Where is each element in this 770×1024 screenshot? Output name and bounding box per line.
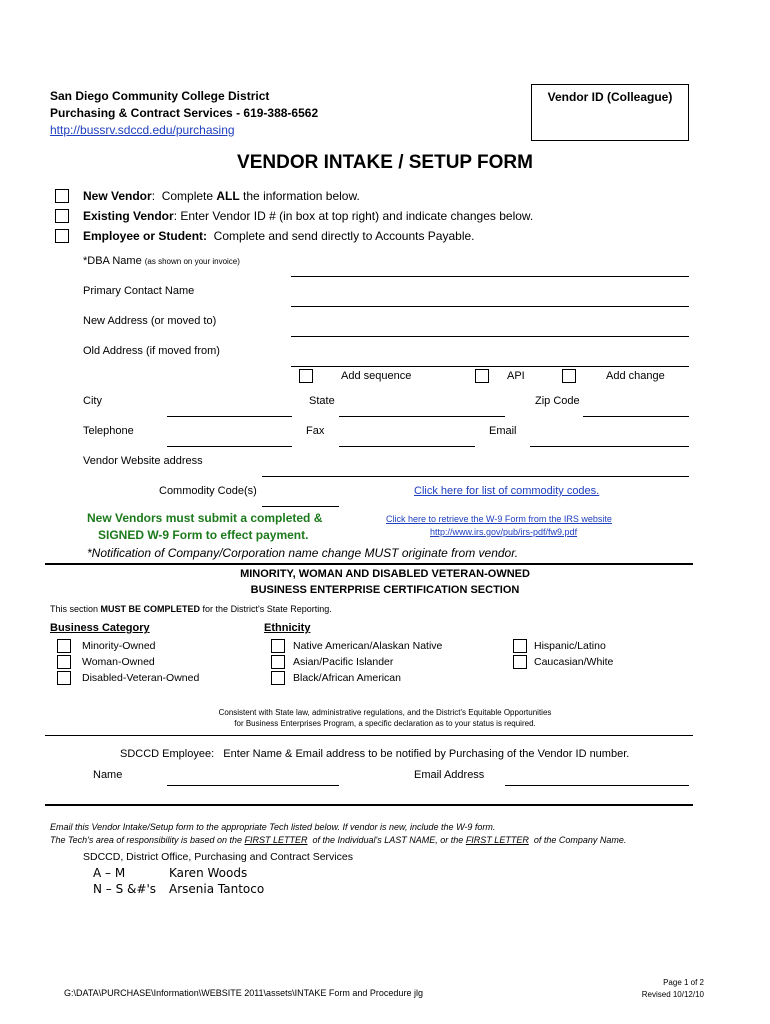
employee-name-field[interactable] (167, 785, 339, 786)
tech-name: Karen Woods (169, 866, 248, 880)
contact-field[interactable] (291, 306, 689, 307)
new-vendor-option: New Vendor: Complete ALL the information below. (83, 189, 360, 203)
api-label: API (507, 370, 525, 382)
native-american-label: Native American/Alaskan Native (293, 640, 443, 652)
employee-email-label: Email Address (414, 769, 485, 781)
section-divider (45, 735, 693, 736)
w9-form-link[interactable]: Click here to retrieve the W-9 Form from the IRS website (386, 514, 612, 524)
purchasing-link[interactable]: http://bussrv.sdccd.edu/purchasing (50, 123, 235, 137)
dba-field[interactable] (291, 276, 689, 277)
hispanic-checkbox[interactable] (513, 639, 527, 653)
minority-title-2: BUSINESS ENTERPRISE CERTIFICATION SECTION (250, 584, 520, 596)
office-name: SDCCD, District Office, Purchasing and Contract Services (83, 851, 353, 863)
commodity-codes-link[interactable]: Click here for list of commodity codes. (414, 485, 600, 497)
website-field[interactable] (262, 476, 689, 477)
asian-pacific-checkbox[interactable] (271, 655, 285, 669)
minority-owned-checkbox[interactable] (57, 639, 71, 653)
existing-vendor-checkbox[interactable] (55, 209, 69, 223)
zip-field[interactable] (583, 416, 689, 417)
employee-student-checkbox[interactable] (55, 229, 69, 243)
black-african-checkbox[interactable] (271, 671, 285, 685)
name-change-notice: *Notification of Company/Corporation name change MUST originate from vendor. (87, 546, 519, 560)
state-field[interactable] (339, 416, 505, 417)
hispanic-label: Hispanic/Latino (534, 640, 606, 652)
city-field[interactable] (167, 416, 292, 417)
revised-date: Revised 10/12/10 (641, 990, 704, 999)
new-address-label: New Address (or moved to) (83, 315, 217, 327)
fax-field[interactable] (339, 446, 475, 447)
telephone-field[interactable] (167, 446, 292, 447)
fax-label: Fax (306, 425, 325, 437)
employee-email-field[interactable] (505, 785, 689, 786)
vendor-id-box[interactable] (531, 84, 689, 141)
irs-w9-link[interactable]: http://www.irs.gov/pub/irs-pdf/fw9.pdf (430, 527, 578, 537)
state-law-note-1: Consistent with State law, administrative regulations, and the District's Equitable Opportunities (218, 708, 552, 717)
city-label: City (83, 395, 102, 407)
commodity-field[interactable] (262, 506, 339, 507)
email-field[interactable] (530, 446, 689, 447)
old-address-label: Old Address (if moved from) (83, 345, 220, 357)
responsibility-note: The Tech's area of responsibility is based on the FIRST LETTER of the Individual's LAST NAME, or the FIRST LETTER of the Company Name. (50, 835, 627, 845)
state-label: State (309, 395, 335, 407)
woman-owned-checkbox[interactable] (57, 655, 71, 669)
woman-owned-label: Woman-Owned (82, 656, 155, 668)
commodity-label: Commodity Code(s) (159, 485, 257, 497)
email-label: Email (489, 425, 517, 437)
caucasian-label: Caucasian/White (534, 656, 614, 668)
employee-student-option: Employee or Student: Complete and send directly to Accounts Payable. (83, 229, 475, 243)
add-change-checkbox[interactable] (562, 369, 576, 383)
org-name: San Diego Community College District (50, 89, 270, 103)
section-divider (45, 563, 693, 565)
minority-intro: This section MUST BE COMPLETED for the District's State Reporting. (50, 604, 332, 614)
w9-notice-line1: New Vendors must submit a completed & (87, 511, 323, 525)
employee-instruction: SDCCD Employee: Enter Name & Email address to be notified by Purchasing of the Vendor ID number. (120, 748, 630, 760)
tech-range: N – S &#'s (93, 882, 156, 896)
minority-title-1: MINORITY, WOMAN AND DISABLED VETERAN-OWNED (240, 568, 530, 580)
form-title: VENDOR INTAKE / SETUP FORM (237, 152, 533, 173)
caucasian-checkbox[interactable] (513, 655, 527, 669)
new-vendor-checkbox[interactable] (55, 189, 69, 203)
dept-contact: Purchasing & Contract Services - 619-388-6562 (50, 106, 319, 120)
business-category-header: Business Category (50, 622, 150, 634)
ethnicity-header: Ethnicity (264, 622, 311, 634)
website-label: Vendor Website address (83, 455, 203, 467)
new-address-field[interactable] (291, 336, 689, 337)
vendor-id-label: Vendor ID (Colleague) (547, 90, 673, 104)
tech-name: Arsenia Tantoco (169, 882, 265, 896)
page-number: Page 1 of 2 (663, 978, 704, 987)
dba-label: *DBA Name (as shown on your invoice) (83, 255, 240, 267)
telephone-label: Telephone (83, 425, 134, 437)
employee-name-label: Name (93, 769, 123, 781)
native-american-checkbox[interactable] (271, 639, 285, 653)
add-sequence-label: Add sequence (341, 370, 412, 382)
zip-label: Zip Code (535, 395, 580, 407)
contact-label: Primary Contact Name (83, 285, 195, 297)
section-divider (45, 804, 693, 806)
api-checkbox[interactable] (475, 369, 489, 383)
black-african-label: Black/African American (293, 672, 401, 684)
file-path: G:\DATA\PURCHASE\Information\WEBSITE 2011\assets\INTAKE Form and Procedure jlg (64, 988, 423, 998)
email-instructions: Email this Vendor Intake/Setup form to the appropriate Tech listed below. If vendor is new, include the W-9 form. (50, 822, 496, 832)
add-change-label: Add change (606, 370, 665, 382)
add-sequence-checkbox[interactable] (299, 369, 313, 383)
state-law-note-2: for Business Enterprises Program, a specific declaration as to your status is required. (234, 719, 536, 728)
disabled-veteran-checkbox[interactable] (57, 671, 71, 685)
tech-range: A – M (93, 866, 126, 880)
asian-pacific-label: Asian/Pacific Islander (293, 656, 394, 668)
existing-vendor-option: Existing Vendor: Enter Vendor ID # (in box at top right) and indicate changes below. (83, 209, 534, 223)
minority-owned-label: Minority-Owned (82, 640, 156, 652)
old-address-field[interactable] (291, 366, 689, 367)
w9-notice-line2: SIGNED W-9 Form to effect payment. (98, 528, 309, 542)
disabled-veteran-label: Disabled-Veteran-Owned (82, 672, 200, 684)
